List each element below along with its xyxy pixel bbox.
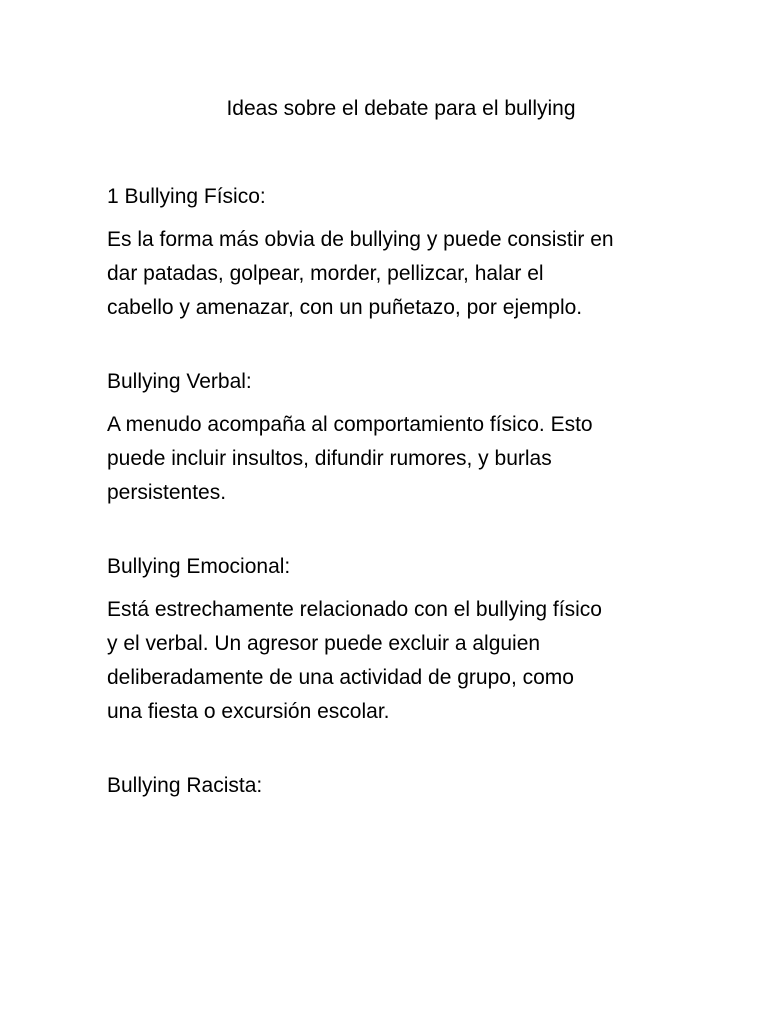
paragraph-line: una fiesta o excursión escolar. xyxy=(107,700,390,723)
paragraph-line: y el verbal. Un agresor puede excluir a alguien xyxy=(107,632,541,655)
section-verbal-bullying xyxy=(107,367,667,510)
paragraph-line: puede incluir insultos, difundir rumores, y burlas xyxy=(107,447,552,470)
paragraph-line: deliberadamente de una actividad de grupo, como xyxy=(107,666,574,689)
section-paragraph xyxy=(107,593,667,729)
section-heading: 1 Bullying Físico: xyxy=(107,185,266,208)
paragraph-line: cabello y amenazar, con un puñetazo, por ejemplo. xyxy=(107,296,583,319)
section-paragraph xyxy=(107,223,667,325)
document-body xyxy=(107,182,667,843)
section-heading: Bullying Emocional: xyxy=(107,555,291,578)
section-physical-bullying xyxy=(107,182,667,325)
paragraph-line: Está estrechamente relacionado con el bullying físico xyxy=(107,598,602,621)
section-heading: Bullying Verbal: xyxy=(107,370,252,393)
paragraph-line: A menudo acompaña al comportamiento físico. Esto xyxy=(107,413,593,436)
document-title: Ideas sobre el debate para el bullying xyxy=(226,97,576,120)
section-paragraph xyxy=(107,408,667,510)
section-racist-bullying xyxy=(107,771,667,801)
section-emotional-bullying xyxy=(107,552,667,729)
section-heading: Bullying Racista: xyxy=(107,774,263,797)
paragraph-line: Es la forma más obvia de bullying y puede consistir en xyxy=(107,228,614,251)
paragraph-line: persistentes. xyxy=(107,481,227,504)
paragraph-line: dar patadas, golpear, morder, pellizcar, halar el xyxy=(107,262,544,285)
